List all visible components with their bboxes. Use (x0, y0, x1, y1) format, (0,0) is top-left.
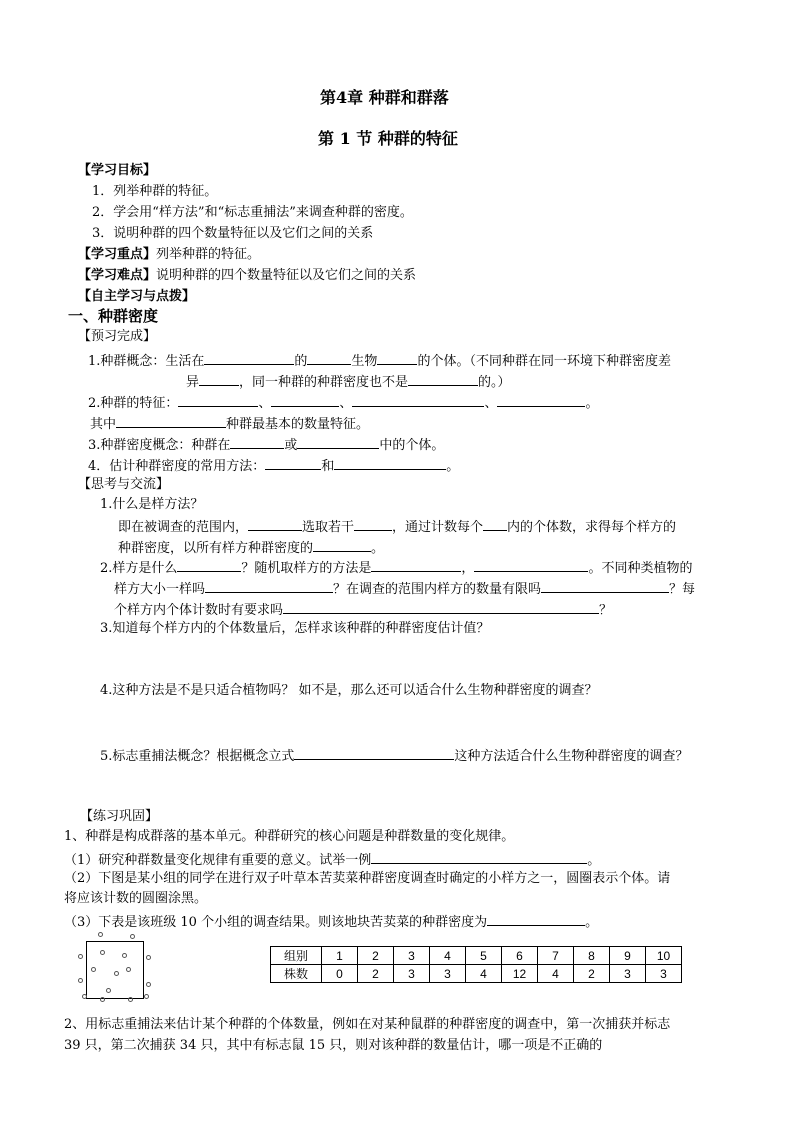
circle-icon (100, 997, 105, 1002)
circle-icon (126, 967, 131, 972)
quadrat-figure (78, 930, 158, 1008)
circle-icon (122, 953, 127, 958)
table-cell: 6 (502, 947, 538, 965)
circle-icon (82, 994, 87, 999)
practice-p2-line2: 39 只，第二次捕获 34 只，其中有标志鼠 15 只，则对该种群的数量估计，哪一项是不正确的 (64, 1038, 603, 1053)
table-cell: 9 (610, 947, 646, 965)
goal-item: 2．学会用“样方法”和“标志重捕法”来调查种群的密度。 (92, 205, 413, 220)
think-heading: 【思考与交流】 (78, 477, 170, 492)
survey-table (270, 946, 682, 983)
circle-icon (128, 997, 133, 1002)
practice-p1-1: （1）研究种群数量变化规律有重要的意义。试举一例 。 (64, 849, 600, 870)
practice-heading: 【练习巩固】 (80, 809, 159, 824)
circle-icon (114, 971, 119, 976)
table-cell: 3 (646, 965, 682, 983)
practice-p1-3: （3）下表是该班级 10 个小组的调查结果。则该地块苦荬菜的种群密度为 。 (64, 911, 598, 932)
preview-q2-line2: 其中 种群最基本的数量特征。 (90, 413, 369, 434)
circle-icon (78, 978, 83, 983)
circle-icon (146, 955, 151, 960)
think-q1: 1.什么是样方法？ (100, 497, 204, 512)
think-q1-line1: 即在被调查的范围内， 选取若干 ，通过计数每个 内的个体数，求得每个样方的 (118, 516, 676, 537)
self-study-heading: 【自主学习与点拨】 (78, 289, 196, 304)
circle-icon (106, 988, 111, 993)
table-cell: 3 (430, 965, 466, 983)
table-row (271, 947, 682, 965)
think-q5: 5.标志重捕法概念？根据概念立式 这种方法适合什么生物种群密度的调查？ (100, 745, 688, 766)
practice-p1-2b: 将应该计数的圆圈涂黑。 (64, 891, 208, 906)
goals-heading: 【学习目标】 (78, 163, 157, 178)
circle-icon (78, 954, 83, 959)
circle-icon (98, 932, 103, 937)
table-cell: 3 (394, 965, 430, 983)
preview-heading: 【预习完成】 (78, 329, 157, 344)
think-q2-line2: 样方大小一样吗 ？在调查的范围内样方的数量有限吗 ？每 (114, 578, 695, 599)
circle-icon (144, 994, 149, 999)
table-cell: 10 (646, 947, 682, 965)
goal-item: 1．列举种群的特征。 (92, 184, 218, 199)
table-cell: 4 (466, 965, 502, 983)
table-cell: 8 (574, 947, 610, 965)
circle-icon (146, 982, 151, 987)
table-cell: 3 (394, 947, 430, 965)
think-q2-line1: 2.样方是什么 ？随机取样方的方法是 ， 。不同种类植物的 (100, 557, 692, 578)
circle-icon (130, 934, 135, 939)
practice-p1: 1、种群是构成群落的基本单元。种群研究的核心问题是种群数量的变化规律。 (64, 829, 515, 844)
table-cell: 4 (538, 965, 574, 983)
key-point: 【学习重点】列举种群的特征。 (78, 247, 261, 262)
chapter-title: 第4章 种群和群落 (320, 88, 449, 107)
table-row (271, 965, 682, 983)
table-header-cell: 组别 (271, 947, 322, 965)
table-cell: 2 (574, 965, 610, 983)
part1-heading: 一、种群密度 (68, 307, 159, 325)
table-cell: 4 (430, 947, 466, 965)
table-cell: 2 (358, 947, 394, 965)
preview-q4: 4．估计种群密度的常用方法： 和 。 (88, 455, 459, 476)
think-q1-line2: 种群密度，以所有样方种群密度的 。 (118, 537, 384, 558)
table-cell: 1 (322, 947, 358, 965)
circle-icon (91, 967, 96, 972)
circle-icon (100, 950, 105, 955)
preview-q3: 3.种群密度概念：种群在 或 中的个体。 (88, 434, 444, 455)
table-cell: 12 (502, 965, 538, 983)
table-cell: 0 (322, 965, 358, 983)
think-q3: 3.知道每个样方内的个体数量后，怎样求该种群的种群密度估计值？ (100, 621, 490, 636)
section-title: 第 1 节 种群的特征 (318, 129, 458, 148)
preview-q1-line2: 异 ，同一种群的种群密度也不是 的。） (186, 371, 511, 392)
practice-p1-2a: （2）下图是某小组的同学在进行双子叶草本苦荬菜种群密度调查时确定的小样方之一，圆圈表示个体。请 (64, 871, 671, 886)
table-cell: 7 (538, 947, 574, 965)
table-cell: 3 (610, 965, 646, 983)
goal-item: 3．说明种群的四个数量特征以及它们之间的关系 (92, 226, 374, 241)
table-cell: 5 (466, 947, 502, 965)
practice-p2-line1: 2、用标志重捕法来估计某个种群的个体数量，例如在对某种鼠群的种群密度的调查中，第一次捕获并标志 (64, 1017, 671, 1032)
table-header-cell: 株数 (271, 965, 322, 983)
think-q2-line3: 个样方内个体计数时有要求吗 ？ (114, 599, 612, 620)
preview-q1-line1: 1.种群概念：生活在 的 生物 的个体。（不同种群在同一环境下种群密度差 (88, 350, 671, 371)
difficult-point: 【学习难点】说明种群的四个数量特征以及它们之间的关系 (78, 268, 417, 283)
preview-q2-line1: 2.种群的特征： 、 、 、 。 (88, 392, 598, 413)
table-cell: 2 (358, 965, 394, 983)
think-q4: 4.这种方法是不是只适合植物吗？ 如不是，那么还可以适合什么生物种群密度的调查？ (100, 683, 598, 698)
